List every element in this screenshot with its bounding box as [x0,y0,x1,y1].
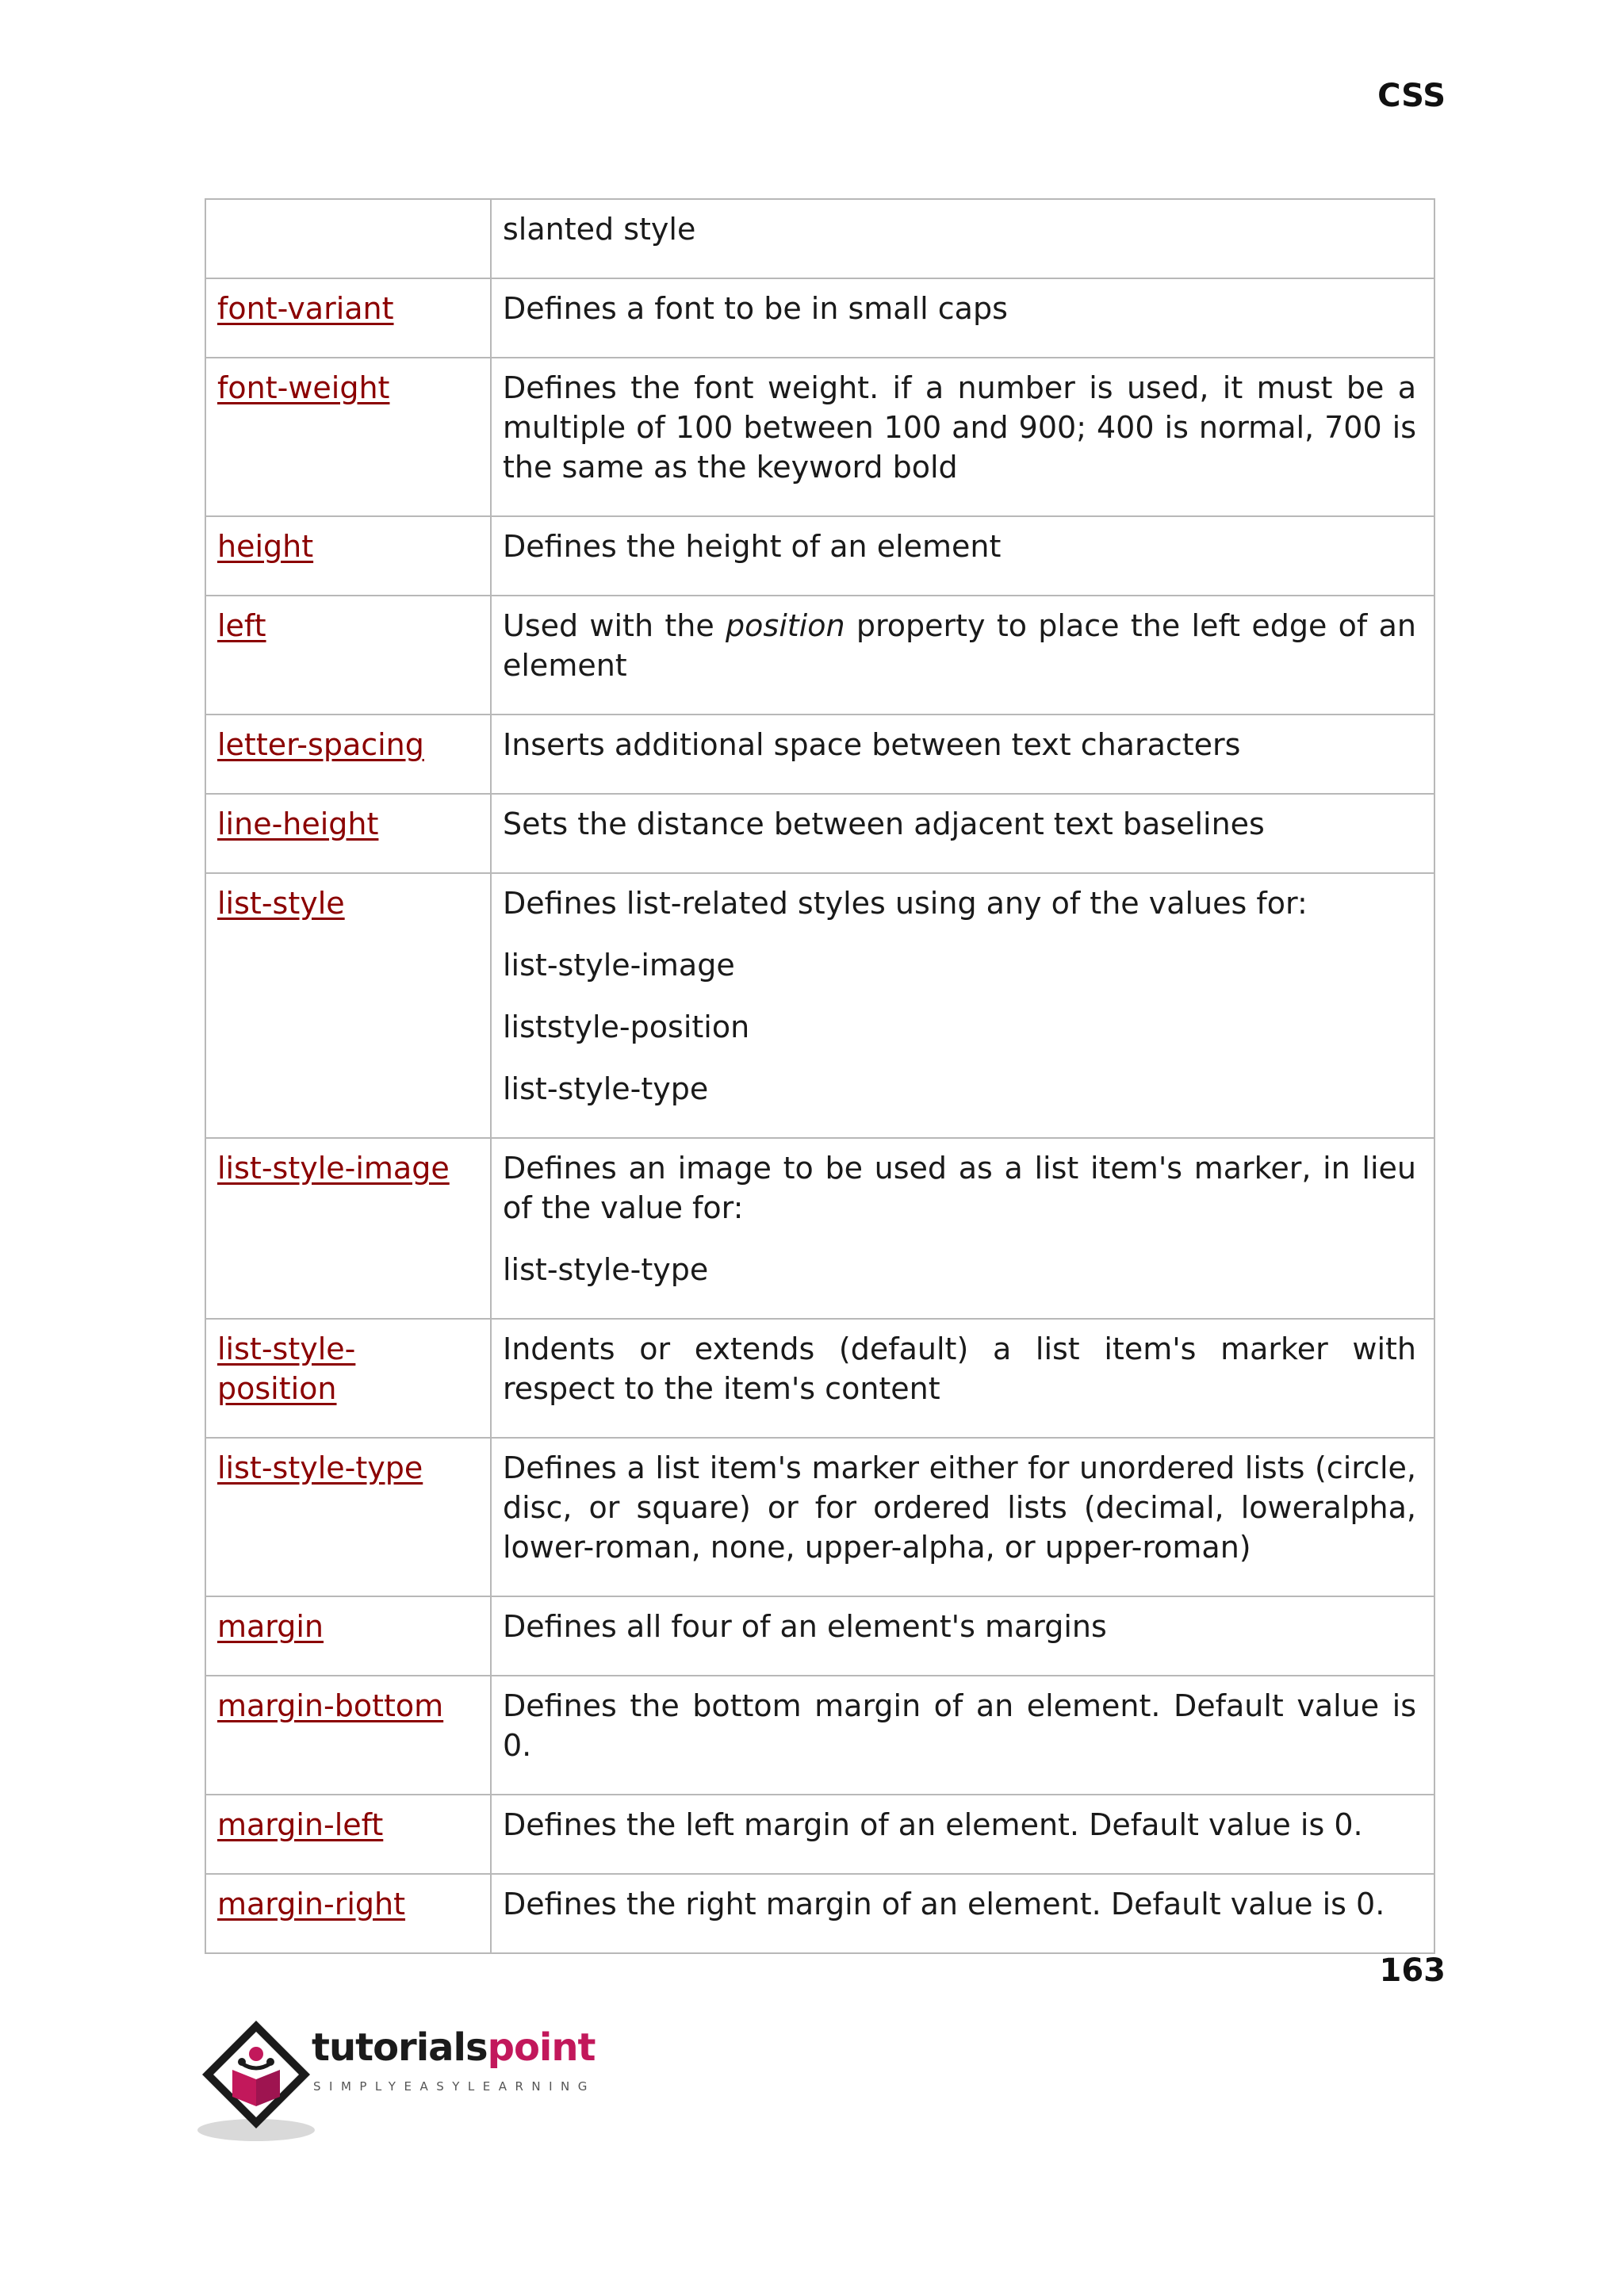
property-cell [205,1795,491,1874]
table-row [205,1874,1434,1953]
property-cell [205,794,491,873]
description-cell: Inserts additional space between text characters [491,715,1434,794]
property-cell [205,1438,491,1596]
description-cell: Defines a list item's marker either for unordered lists (circle, disc, or square) or for ordered lists (decimal, loweralpha, lower-roman, none, upper-alpha, or upper-roman) [491,1438,1434,1596]
logo-emblem-icon [194,2014,321,2149]
property-cell [205,596,491,715]
description-cell: Sets the distance between adjacent text baselines [491,794,1434,873]
property-link-list-style-image[interactable]: list-style-image [217,1151,450,1186]
page-number: 163 [1379,1952,1446,1989]
table-row [205,1438,1434,1596]
property-cell [205,715,491,794]
description-value-line: list-style-image [503,948,735,983]
property-link-list-style-type[interactable]: list-style-type [217,1450,423,1485]
description-cell: Defines the bottom margin of an element. Default value is 0. [491,1676,1434,1795]
property-link-height[interactable]: height [217,529,314,564]
logo-word-tutorials: tutorials [312,2025,488,2070]
description-value-line: list-style-type [503,1252,709,1287]
description-text: property to place the left edge of an element [503,608,1416,683]
property-link-line-height[interactable]: line-height [217,807,379,841]
page-title: CSS [1377,78,1446,114]
property-link-margin[interactable]: margin [217,1609,324,1644]
description-cell: Defines the height of an element [491,516,1434,596]
logo-word-point: point [487,2025,596,2070]
table-row [205,1319,1434,1438]
description-cell: Defines a font to be in small caps [491,278,1434,358]
property-cell [205,873,491,1138]
property-link-font-weight[interactable]: font-weight [217,370,390,405]
description-text: Defines list-related styles using any of the values for: [503,886,1308,921]
table-row [205,1138,1434,1319]
logo-tagline: SIMPLYEASYLEARNING [313,2079,596,2094]
description-cell: Defines the left margin of an element. Default value is 0. [491,1795,1434,1874]
table-row [205,596,1434,715]
tutorialspoint-logo [194,2014,607,2149]
table-row [205,794,1434,873]
description-cell: Defines the font weight. if a number is used, it must be a multiple of 100 between 100 and 900; 400 is normal, 700 is the same as the keyword bold [491,358,1434,516]
property-cell [205,1138,491,1319]
description-cell: Defines the right margin of an element. Default value is 0. [491,1874,1434,1953]
logo-wordmark [312,2025,595,2070]
property-link-margin-left[interactable]: margin-left [217,1807,384,1842]
table-row [205,516,1434,596]
property-cell [205,1319,491,1438]
table-row [205,715,1434,794]
property-cell [205,1676,491,1795]
property-link-left[interactable]: left [217,608,266,643]
css-property-table [205,198,1435,1954]
property-link-part: list-style- [217,1331,356,1366]
description-cell: slanted style [491,199,1434,278]
table-row [205,278,1434,358]
description-emphasis: position [726,608,845,643]
property-cell [205,1596,491,1676]
description-cell [491,873,1434,1138]
table-row [205,199,1434,278]
table-row [205,1795,1434,1874]
description-cell: Indents or extends (default) a list item's marker with respect to the item's content [491,1319,1434,1438]
table-row [205,358,1434,516]
description-text: Defines an image to be used as a list item's marker, in lieu of the value for: [503,1151,1416,1225]
description-text: Used with the [503,608,726,643]
property-cell [205,358,491,516]
property-cell [205,278,491,358]
property-link-margin-bottom[interactable]: margin-bottom [217,1688,444,1723]
property-cell [205,1874,491,1953]
property-link-letter-spacing[interactable]: letter-spacing [217,727,424,762]
table-row [205,873,1434,1138]
property-link-list-style-position[interactable] [217,1331,355,1406]
description-cell: Defines all four of an element's margins [491,1596,1434,1676]
property-cell [205,516,491,596]
property-link-margin-right[interactable]: margin-right [217,1887,406,1921]
table-row [205,1596,1434,1676]
property-link-font-variant[interactable]: font-variant [217,291,394,326]
description-value-line: list-style-type [503,1071,709,1106]
description-cell [491,1138,1434,1319]
property-link-list-style[interactable]: list-style [217,886,345,921]
property-link-part: position [217,1371,337,1406]
property-cell [205,199,491,278]
table-row [205,1676,1434,1795]
description-cell [491,596,1434,715]
description-value-line: liststyle-position [503,1010,750,1044]
